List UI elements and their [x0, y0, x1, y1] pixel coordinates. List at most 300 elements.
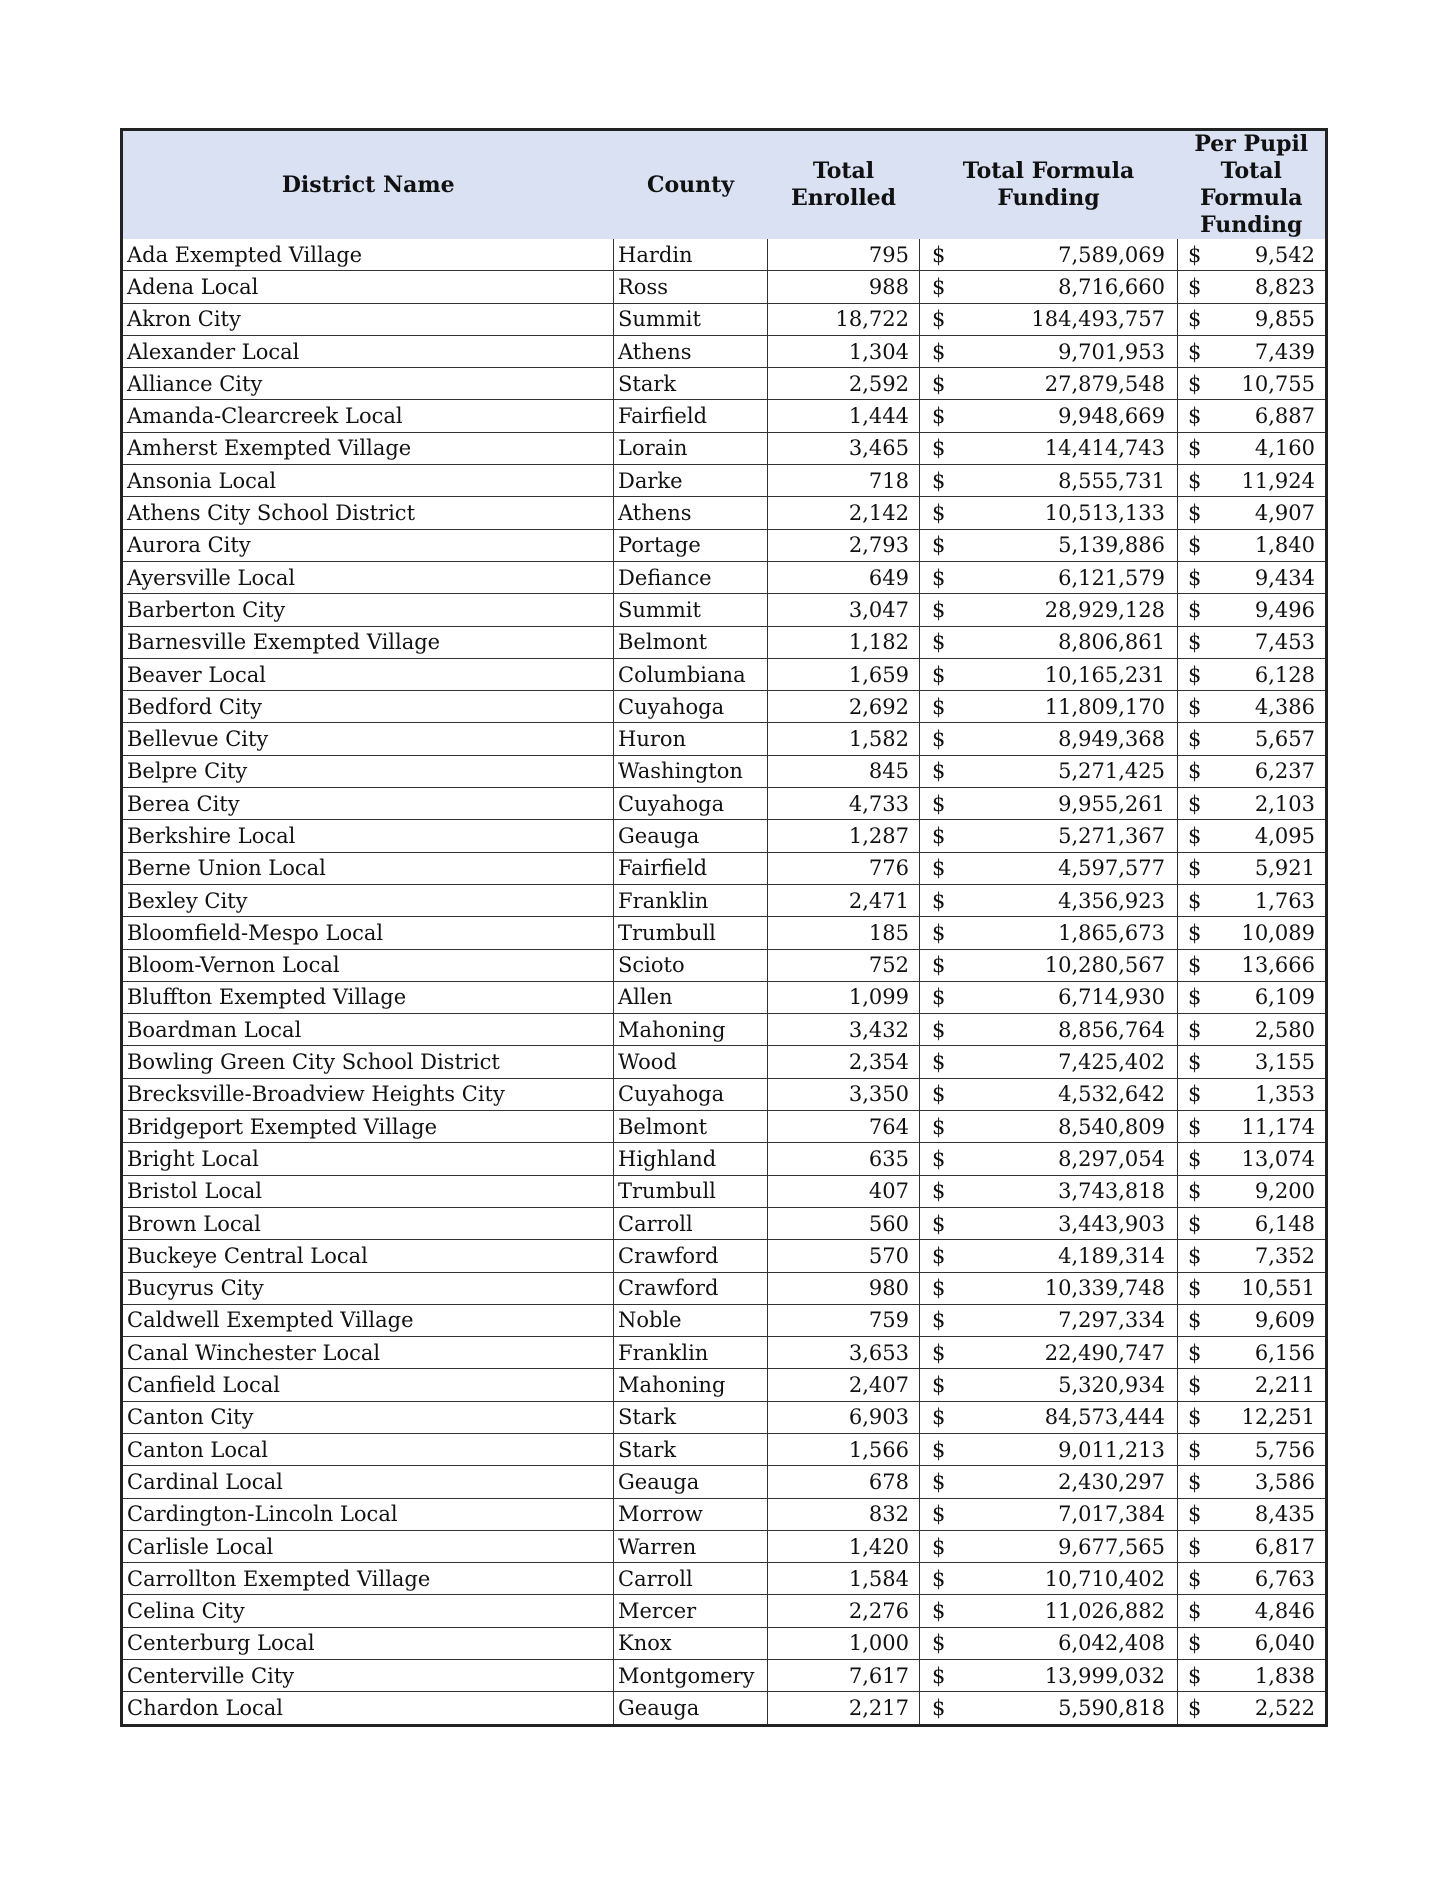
district-name-cell: Cardinal Local — [122, 1466, 614, 1498]
funding-cell: 7,297,334 — [950, 1304, 1178, 1336]
table-row — [122, 561, 1327, 593]
county-cell: Fairfield — [614, 852, 768, 884]
per-pupil-cell: 6,817 — [1208, 1530, 1327, 1562]
district-name-cell: Berea City — [122, 788, 614, 820]
district-name-cell: Alliance City — [122, 368, 614, 400]
currency-symbol: $ — [920, 1272, 950, 1304]
enrolled-cell: 1,099 — [768, 981, 920, 1013]
per-pupil-cell: 11,924 — [1208, 465, 1327, 497]
table-row — [122, 1304, 1327, 1336]
currency-symbol: $ — [1178, 1046, 1208, 1078]
district-name-cell: Caldwell Exempted Village — [122, 1304, 614, 1336]
per-pupil-cell: 4,907 — [1208, 497, 1327, 529]
county-cell: Stark — [614, 368, 768, 400]
currency-symbol: $ — [932, 1696, 946, 1720]
enrolled-cell: 1,420 — [768, 1530, 920, 1562]
header-county: County — [614, 130, 768, 240]
currency-symbol: $ — [1178, 981, 1208, 1013]
funding-cell: 3,743,818 — [950, 1175, 1178, 1207]
county-cell: Ross — [614, 271, 768, 303]
county-cell: Mahoning — [614, 1369, 768, 1401]
per-pupil-cell: 13,074 — [1208, 1143, 1327, 1175]
table-row — [122, 368, 1327, 400]
currency-symbol: $ — [920, 594, 950, 626]
enrolled-cell: 635 — [768, 1143, 920, 1175]
table-row — [122, 1692, 1327, 1725]
enrolled-cell: 845 — [768, 755, 920, 787]
funding-document — [120, 128, 1325, 1727]
currency-symbol: $ — [920, 1595, 950, 1627]
per-pupil-cell: 6,109 — [1208, 981, 1327, 1013]
currency-symbol: $ — [1178, 1466, 1208, 1498]
funding-cell: 7,017,384 — [950, 1498, 1178, 1530]
funding-cell: 10,280,567 — [950, 949, 1178, 981]
currency-symbol: $ — [1178, 400, 1208, 432]
table-row — [122, 1530, 1327, 1562]
funding-cell: 8,540,809 — [950, 1111, 1178, 1143]
enrolled-cell: 7,617 — [768, 1660, 920, 1692]
district-name-cell: Celina City — [122, 1595, 614, 1627]
funding-cell: 9,948,669 — [950, 400, 1178, 432]
currency-symbol: $ — [1178, 1143, 1208, 1175]
per-pupil-cell: 2,580 — [1208, 1014, 1327, 1046]
per-pupil-cell: 5,921 — [1208, 852, 1327, 884]
enrolled-cell: 3,432 — [768, 1014, 920, 1046]
per-pupil-cell: 2,522 — [1254, 1696, 1316, 1720]
currency-symbol: $ — [920, 1175, 950, 1207]
county-cell: Knox — [614, 1627, 768, 1659]
district-name-cell: Bexley City — [122, 884, 614, 916]
currency-symbol: $ — [920, 335, 950, 367]
per-pupil-cell: 9,855 — [1208, 303, 1327, 335]
currency-symbol: $ — [920, 852, 950, 884]
currency-symbol: $ — [920, 271, 950, 303]
funding-cell: 10,339,748 — [950, 1272, 1178, 1304]
table-row — [122, 852, 1327, 884]
per-pupil-cell: 10,755 — [1208, 368, 1327, 400]
currency-symbol: $ — [1178, 271, 1208, 303]
enrolled-cell: 1,566 — [768, 1433, 920, 1465]
per-pupil-cell: 1,838 — [1208, 1660, 1327, 1692]
per-pupil-cell: 6,040 — [1208, 1627, 1327, 1659]
currency-symbol: $ — [1178, 884, 1208, 916]
funding-cell: 7,425,402 — [950, 1046, 1178, 1078]
funding-cell: 13,999,032 — [950, 1660, 1178, 1692]
per-pupil-cell: 9,542 — [1208, 239, 1327, 271]
currency-symbol: $ — [920, 1498, 950, 1530]
enrolled-cell: 2,354 — [768, 1046, 920, 1078]
currency-symbol: $ — [920, 303, 950, 335]
table-header — [122, 130, 1327, 240]
table-row — [122, 432, 1327, 464]
enrolled-cell: 832 — [768, 1498, 920, 1530]
funding-cell: 10,165,231 — [950, 658, 1178, 690]
currency-symbol: $ — [920, 981, 950, 1013]
county-cell: Mercer — [614, 1595, 768, 1627]
per-pupil-cell: 2,211 — [1208, 1369, 1327, 1401]
currency-symbol: $ — [920, 1401, 950, 1433]
district-name-cell: Barberton City — [122, 594, 614, 626]
funding-cell: 184,493,757 — [950, 303, 1178, 335]
currency-symbol: $ — [920, 1466, 950, 1498]
currency-symbol: $ — [920, 1433, 950, 1465]
district-name-cell: Barnesville Exempted Village — [122, 626, 614, 658]
enrolled-cell: 1,444 — [768, 400, 920, 432]
per-pupil-cell: 6,763 — [1208, 1563, 1327, 1595]
funding-cell: 84,573,444 — [950, 1401, 1178, 1433]
per-pupil-cell: 6,128 — [1208, 658, 1327, 690]
county-cell: Morrow — [614, 1498, 768, 1530]
county-cell: Lorain — [614, 432, 768, 464]
table-row — [122, 723, 1327, 755]
currency-symbol: $ — [920, 884, 950, 916]
table-row — [122, 755, 1327, 787]
per-pupil-cell: 2,103 — [1208, 788, 1327, 820]
per-pupil-cell: 3,155 — [1208, 1046, 1327, 1078]
per-pupil-cell: 13,666 — [1208, 949, 1327, 981]
header-per-pupil-funding: Per Pupil Total Formula Funding — [1178, 130, 1327, 240]
currency-symbol: $ — [1178, 561, 1208, 593]
currency-symbol: $ — [1188, 1696, 1202, 1720]
table-row — [122, 335, 1327, 367]
per-pupil-cell: 7,453 — [1208, 626, 1327, 658]
county-cell: Geauga — [614, 1692, 768, 1725]
county-cell: Belmont — [614, 626, 768, 658]
table-row — [122, 658, 1327, 690]
funding-cell: 6,121,579 — [950, 561, 1178, 593]
table-row — [122, 594, 1327, 626]
table-row — [122, 1369, 1327, 1401]
enrolled-cell: 560 — [768, 1207, 920, 1239]
currency-symbol: $ — [1178, 723, 1208, 755]
table-row — [122, 1078, 1327, 1110]
enrolled-cell: 3,465 — [768, 432, 920, 464]
header-district-name: District Name — [122, 130, 614, 240]
table-row — [122, 1207, 1327, 1239]
currency-symbol: $ — [1178, 1014, 1208, 1046]
currency-symbol: $ — [920, 1660, 950, 1692]
funding-cell: 11,809,170 — [950, 691, 1178, 723]
currency-symbol: $ — [1178, 335, 1208, 367]
district-name-cell: Ayersville Local — [122, 561, 614, 593]
county-cell: Scioto — [614, 949, 768, 981]
county-cell: Darke — [614, 465, 768, 497]
table-row — [122, 529, 1327, 561]
funding-cell: 7,589,069 — [950, 239, 1178, 271]
funding-cell: 3,443,903 — [950, 1207, 1178, 1239]
county-cell: Defiance — [614, 561, 768, 593]
table-row — [122, 626, 1327, 658]
enrolled-cell: 2,142 — [768, 497, 920, 529]
district-name-cell: Bloomfield-Mespo Local — [122, 917, 614, 949]
currency-symbol: $ — [920, 432, 950, 464]
currency-symbol: $ — [1178, 594, 1208, 626]
enrolled-cell: 752 — [768, 949, 920, 981]
per-pupil-cell: 7,352 — [1208, 1240, 1327, 1272]
funding-cell: 4,356,923 — [950, 884, 1178, 916]
county-cell: Warren — [614, 1530, 768, 1562]
district-name-cell: Carrollton Exempted Village — [122, 1563, 614, 1595]
enrolled-cell: 2,692 — [768, 691, 920, 723]
county-cell: Carroll — [614, 1563, 768, 1595]
table-row — [122, 1433, 1327, 1465]
funding-cell: 8,806,861 — [950, 626, 1178, 658]
currency-symbol: $ — [920, 949, 950, 981]
currency-symbol: $ — [1178, 368, 1208, 400]
district-name-cell: Boardman Local — [122, 1014, 614, 1046]
district-name-cell: Berkshire Local — [122, 820, 614, 852]
county-cell: Wood — [614, 1046, 768, 1078]
enrolled-cell: 185 — [768, 917, 920, 949]
district-name-cell: Ada Exempted Village — [122, 239, 614, 271]
enrolled-cell: 2,592 — [768, 368, 920, 400]
currency-symbol: $ — [1178, 1175, 1208, 1207]
enrolled-cell: 649 — [768, 561, 920, 593]
district-name-cell: Canfield Local — [122, 1369, 614, 1401]
county-cell: Trumbull — [614, 917, 768, 949]
header-total-enrolled: Total Enrolled — [768, 130, 920, 240]
table-row — [122, 981, 1327, 1013]
currency-symbol: $ — [920, 658, 950, 690]
county-cell: Crawford — [614, 1272, 768, 1304]
header-total-formula-funding: Total Formula Funding — [920, 130, 1178, 240]
per-pupil-cell: 4,095 — [1208, 820, 1327, 852]
per-pupil-cell: 7,439 — [1208, 335, 1327, 367]
currency-symbol: $ — [920, 400, 950, 432]
enrolled-cell: 980 — [768, 1272, 920, 1304]
currency-symbol: $ — [1178, 239, 1208, 271]
table-row — [122, 1111, 1327, 1143]
currency-symbol: $ — [1178, 529, 1208, 561]
funding-cell: 28,929,128 — [950, 594, 1178, 626]
district-name-cell: Centerburg Local — [122, 1627, 614, 1659]
per-pupil-cell: 10,551 — [1208, 1272, 1327, 1304]
enrolled-cell: 2,407 — [768, 1369, 920, 1401]
currency-symbol: $ — [920, 368, 950, 400]
currency-symbol: $ — [1178, 1627, 1208, 1659]
currency-symbol: $ — [1178, 1530, 1208, 1562]
enrolled-cell: 407 — [768, 1175, 920, 1207]
county-cell: Athens — [614, 335, 768, 367]
per-pupil-cell: 6,237 — [1208, 755, 1327, 787]
funding-cell: 4,597,577 — [950, 852, 1178, 884]
district-name-cell: Brown Local — [122, 1207, 614, 1239]
table-row — [122, 239, 1327, 271]
county-cell: Hardin — [614, 239, 768, 271]
currency-symbol: $ — [920, 465, 950, 497]
per-pupil-cell: 6,148 — [1208, 1207, 1327, 1239]
district-name-cell: Beaver Local — [122, 658, 614, 690]
table-row — [122, 691, 1327, 723]
currency-symbol: $ — [920, 917, 950, 949]
enrolled-cell: 3,047 — [768, 594, 920, 626]
currency-symbol: $ — [920, 1304, 950, 1336]
enrolled-cell: 678 — [768, 1466, 920, 1498]
table-row — [122, 271, 1327, 303]
enrolled-cell: 1,584 — [768, 1563, 920, 1595]
district-name-cell: Bedford City — [122, 691, 614, 723]
table-row — [122, 1466, 1327, 1498]
currency-symbol: $ — [1178, 1111, 1208, 1143]
funding-cell: 27,879,548 — [950, 368, 1178, 400]
enrolled-cell: 3,350 — [768, 1078, 920, 1110]
funding-cell: 4,189,314 — [950, 1240, 1178, 1272]
district-name-cell: Belpre City — [122, 755, 614, 787]
currency-symbol: $ — [1178, 497, 1208, 529]
district-name-cell: Bluffton Exempted Village — [122, 981, 614, 1013]
funding-cell: 10,513,133 — [950, 497, 1178, 529]
currency-symbol: $ — [920, 1111, 950, 1143]
enrolled-cell: 2,217 — [768, 1692, 920, 1725]
funding-cell: 2,430,297 — [950, 1466, 1178, 1498]
district-name-cell: Bowling Green City School District — [122, 1046, 614, 1078]
county-cell: Stark — [614, 1433, 768, 1465]
currency-symbol: $ — [1178, 1660, 1208, 1692]
currency-symbol: $ — [920, 1563, 950, 1595]
district-name-cell: Akron City — [122, 303, 614, 335]
enrolled-cell: 6,903 — [768, 1401, 920, 1433]
county-cell: Portage — [614, 529, 768, 561]
funding-cell: 11,026,882 — [950, 1595, 1178, 1627]
currency-symbol: $ — [1178, 852, 1208, 884]
table-row — [122, 1046, 1327, 1078]
district-name-cell: Brecksville-Broadview Heights City — [122, 1078, 614, 1110]
enrolled-cell: 1,182 — [768, 626, 920, 658]
county-cell: Geauga — [614, 1466, 768, 1498]
per-pupil-cell: 11,174 — [1208, 1111, 1327, 1143]
county-cell: Summit — [614, 594, 768, 626]
county-cell: Columbiana — [614, 658, 768, 690]
currency-symbol: $ — [1178, 432, 1208, 464]
enrolled-cell: 988 — [768, 271, 920, 303]
currency-symbol: $ — [920, 755, 950, 787]
table-row — [122, 917, 1327, 949]
per-pupil-cell: 5,756 — [1208, 1433, 1327, 1465]
district-name-cell: Cardington-Lincoln Local — [122, 1498, 614, 1530]
currency-symbol: $ — [1178, 755, 1208, 787]
per-pupil-cell: 4,160 — [1208, 432, 1327, 464]
per-pupil-cell: 8,435 — [1208, 1498, 1327, 1530]
county-cell: Franklin — [614, 1337, 768, 1369]
currency-symbol: $ — [1178, 303, 1208, 335]
currency-symbol: $ — [920, 239, 950, 271]
currency-symbol: $ — [1178, 691, 1208, 723]
per-pupil-cell: 1,840 — [1208, 529, 1327, 561]
per-pupil-cell: 12,251 — [1208, 1401, 1327, 1433]
enrolled-cell: 776 — [768, 852, 920, 884]
enrolled-cell: 4,733 — [768, 788, 920, 820]
enrolled-cell: 1,582 — [768, 723, 920, 755]
table-row — [122, 949, 1327, 981]
currency-symbol: $ — [1178, 1304, 1208, 1336]
enrolled-cell: 759 — [768, 1304, 920, 1336]
funding-cell: 6,714,930 — [950, 981, 1178, 1013]
table-row — [122, 1272, 1327, 1304]
currency-symbol: $ — [1178, 1078, 1208, 1110]
funding-cell: 8,856,764 — [950, 1014, 1178, 1046]
funding-cell: 9,677,565 — [950, 1530, 1178, 1562]
county-cell: Geauga — [614, 820, 768, 852]
currency-symbol: $ — [920, 1014, 950, 1046]
per-pupil-cell: 3,586 — [1208, 1466, 1327, 1498]
enrolled-cell: 1,000 — [768, 1627, 920, 1659]
district-name-cell: Chardon Local — [122, 1692, 614, 1725]
county-cell: Stark — [614, 1401, 768, 1433]
currency-symbol: $ — [920, 529, 950, 561]
enrolled-cell: 2,471 — [768, 884, 920, 916]
district-name-cell: Aurora City — [122, 529, 614, 561]
funding-cell: 5,271,367 — [950, 820, 1178, 852]
district-name-cell: Ansonia Local — [122, 465, 614, 497]
currency-symbol: $ — [920, 1530, 950, 1562]
currency-symbol: $ — [920, 1046, 950, 1078]
currency-symbol: $ — [920, 1627, 950, 1659]
currency-symbol: $ — [1178, 465, 1208, 497]
enrolled-cell: 1,304 — [768, 335, 920, 367]
enrolled-cell: 795 — [768, 239, 920, 271]
per-pupil-cell: 1,763 — [1208, 884, 1327, 916]
per-pupil-cell: 9,434 — [1208, 561, 1327, 593]
county-cell: Athens — [614, 497, 768, 529]
table-row — [122, 400, 1327, 432]
district-name-cell: Canton City — [122, 1401, 614, 1433]
enrolled-cell: 718 — [768, 465, 920, 497]
table-row — [122, 1401, 1327, 1433]
district-name-cell: Centerville City — [122, 1660, 614, 1692]
funding-cell: 5,590,818 — [950, 1692, 1178, 1725]
county-cell: Franklin — [614, 884, 768, 916]
currency-symbol: $ — [1178, 1595, 1208, 1627]
funding-cell: 1,865,673 — [950, 917, 1178, 949]
county-cell: Montgomery — [614, 1660, 768, 1692]
per-pupil-cell: 1,353 — [1208, 1078, 1327, 1110]
district-name-cell: Athens City School District — [122, 497, 614, 529]
funding-cell: 6,042,408 — [950, 1627, 1178, 1659]
table-row — [122, 497, 1327, 529]
table-row — [122, 1498, 1327, 1530]
currency-symbol: $ — [1178, 1207, 1208, 1239]
table-row — [122, 1595, 1327, 1627]
county-cell: Crawford — [614, 1240, 768, 1272]
funding-cell: 8,949,368 — [950, 723, 1178, 755]
currency-symbol: $ — [920, 1078, 950, 1110]
enrolled-cell: 3,653 — [768, 1337, 920, 1369]
currency-symbol: $ — [920, 1337, 950, 1369]
table-row — [122, 1563, 1327, 1595]
funding-cell: 9,011,213 — [950, 1433, 1178, 1465]
currency-symbol: $ — [1178, 1498, 1208, 1530]
funding-table — [120, 128, 1328, 1727]
currency-symbol: $ — [1178, 1369, 1208, 1401]
currency-symbol: $ — [1178, 1240, 1208, 1272]
enrolled-cell: 2,276 — [768, 1595, 920, 1627]
table-row — [122, 1627, 1327, 1659]
enrolled-cell: 1,287 — [768, 820, 920, 852]
per-pupil-cell: 9,496 — [1208, 594, 1327, 626]
table-row — [122, 1337, 1327, 1369]
enrolled-cell: 18,722 — [768, 303, 920, 335]
table-row — [122, 1143, 1327, 1175]
funding-cell: 5,139,886 — [950, 529, 1178, 561]
funding-cell: 8,297,054 — [950, 1143, 1178, 1175]
county-cell: Huron — [614, 723, 768, 755]
currency-symbol: $ — [920, 626, 950, 658]
county-cell: Noble — [614, 1304, 768, 1336]
district-name-cell: Buckeye Central Local — [122, 1240, 614, 1272]
table-row — [122, 1240, 1327, 1272]
county-cell: Cuyahoga — [614, 1078, 768, 1110]
district-name-cell: Canal Winchester Local — [122, 1337, 614, 1369]
